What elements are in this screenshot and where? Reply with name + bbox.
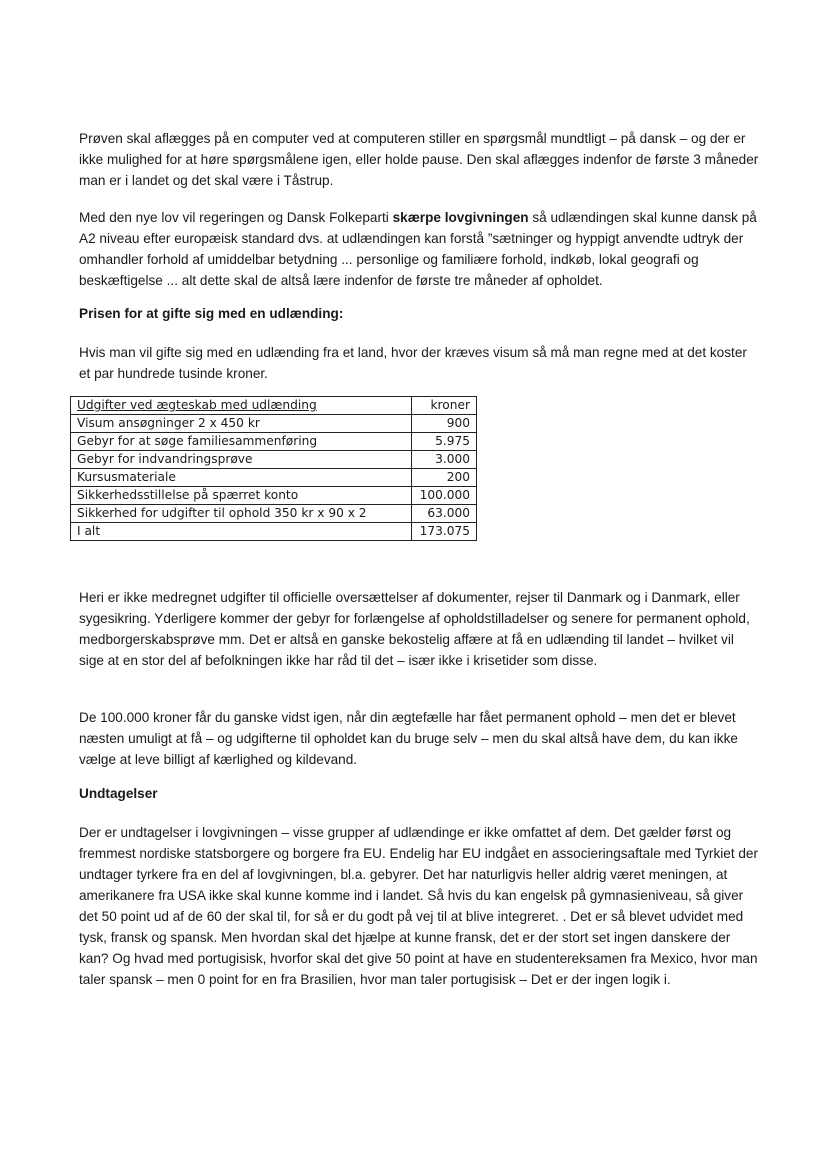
cell-amount: 173.075 [412,523,477,541]
heading-exceptions [79,783,759,804]
cell-amount: 63.000 [412,505,477,523]
paragraph-excluded-costs [79,587,759,671]
table-row [71,469,477,487]
table-row [71,415,477,433]
cell-label: Visum ansøgninger 2 x 450 kr [71,415,412,433]
paragraph-text: Heri er ikke medregnet udgifter til officielle oversættelser af dokumenter, rejser til Danmark og i Danmark, eller sygesikring. Yderligere kommer der gebyr for forlængelse af opholdstilladelser og senere for permanent ophold, medborgerskabsprøve mm. Det er altså en ganske bekostelig affære at få en udlænding til landet – hvilket vil sige at en stor del af befolkningen ikke har råd til det – især ikke i krisetider som disse. [79,590,750,668]
table-row [71,433,477,451]
paragraph-test-description [79,128,759,191]
paragraph-text: Prøven skal aflægges på en computer ved at computeren stiller en spørgsmål mundtligt – på dansk – og der er ikke mulighed for at høre spørgsmålene igen, eller holde pause. Den skal aflægges indenfor de første 3 måneder man er i landet og det skal være i Tåstrup. [79,131,759,188]
table-header-label: Udgifter ved ægteskab med udlænding [71,397,412,415]
table-row [71,505,477,523]
heading-price [79,303,759,324]
cell-label: Kursusmateriale [71,469,412,487]
bold-phrase: skærpe lovgivningen [392,210,529,225]
paragraph-text [79,207,759,291]
table-header-row [71,397,477,415]
paragraph-text: De 100.000 kroner får du ganske vidst igen, når din ægtefælle har fået permanent ophold – men det er blevet næsten umuligt at få – og udgifterne til opholdet kan du bruge selv – men du skal altså have dem, du kan ikke vælge at leve billigt af kærlighed og kildevand. [79,710,738,767]
paragraph-new-law [79,207,759,291]
section-heading: Undtagelser [79,786,158,801]
section-heading: Prisen for at gifte sig med en udlænding: [79,306,344,321]
cell-amount: 100.000 [412,487,477,505]
paragraph-exceptions [79,822,759,990]
cell-amount: 900 [412,415,477,433]
paragraph-text: Hvis man vil gifte sig med en udlænding fra et land, hvor der kræves visum så må man regne med at det koster et par hundrede tusinde kroner. [79,345,747,381]
cell-amount: 5.975 [412,433,477,451]
table-row [71,523,477,541]
cell-amount: 3.000 [412,451,477,469]
paragraph-text: Der er undtagelser i lovgivningen – visse grupper af udlændinge er ikke omfattet af dem. Det gælder først og fremmest nordiske statsborgere og borgere fra EU. Endelig har EU indgået en associeringsaftale med Tyrkiet der undtager tyrkere fra en del af lovgivningen, bl.a. gebyrer. Det har naturligvis heller aldrig været meningen, at amerikanere fra USA ikke skal kunne komme ind i landet. Så hvis du kan engelsk på gymnasieniveau, så giver det 50 point ud af de 60 der skal til, for så er du godt på vej til at blive integreret. . Det er så blevet udvidet med tysk, fransk og spansk. Men hvordan skal det hjælpe at kunne fransk, det er der stort set ingen danskere der kan? Og hvad med portugisisk, hvorfor skal det give 50 point at have en studentereksamen fra Mexico, hvor man taler spansk – men 0 point for en fra Brasilien, hvor man taler portugisisk – Det er der ingen logik i. [79,825,759,987]
cell-label: Gebyr for indvandringsprøve [71,451,412,469]
cell-label: Sikkerhed for udgifter til ophold 350 kr x 90 x 2 [71,505,412,523]
cell-label: Gebyr for at søge familiesammenføring [71,433,412,451]
paragraph-deposit [79,707,759,770]
paragraph-visa-cost [79,342,759,384]
cell-label: Sikkerhedsstillelse på spærret konto [71,487,412,505]
paragraph-text-end: så udlændingen skal kunne dansk på A2 niveau efter europæisk standard dvs. at udlændingen kan forstå ”sætninger og hyppigt anvendte udtryk der omhandler forhold af umiddelbar betydning ... personlige og familiære forhold, indkøb, lokal geografi og beskæftigelse ... alt dette skal de altså lære indenfor de første tre måneder af opholdet. [79,210,757,288]
cell-label: I alt [71,523,412,541]
table-row [71,487,477,505]
cell-amount: 200 [412,469,477,487]
table-header-amount: kroner [412,397,477,415]
cost-table [70,396,477,541]
table-row [71,451,477,469]
paragraph-text-start: Med den nye lov vil regeringen og Dansk Folkeparti [79,210,393,225]
